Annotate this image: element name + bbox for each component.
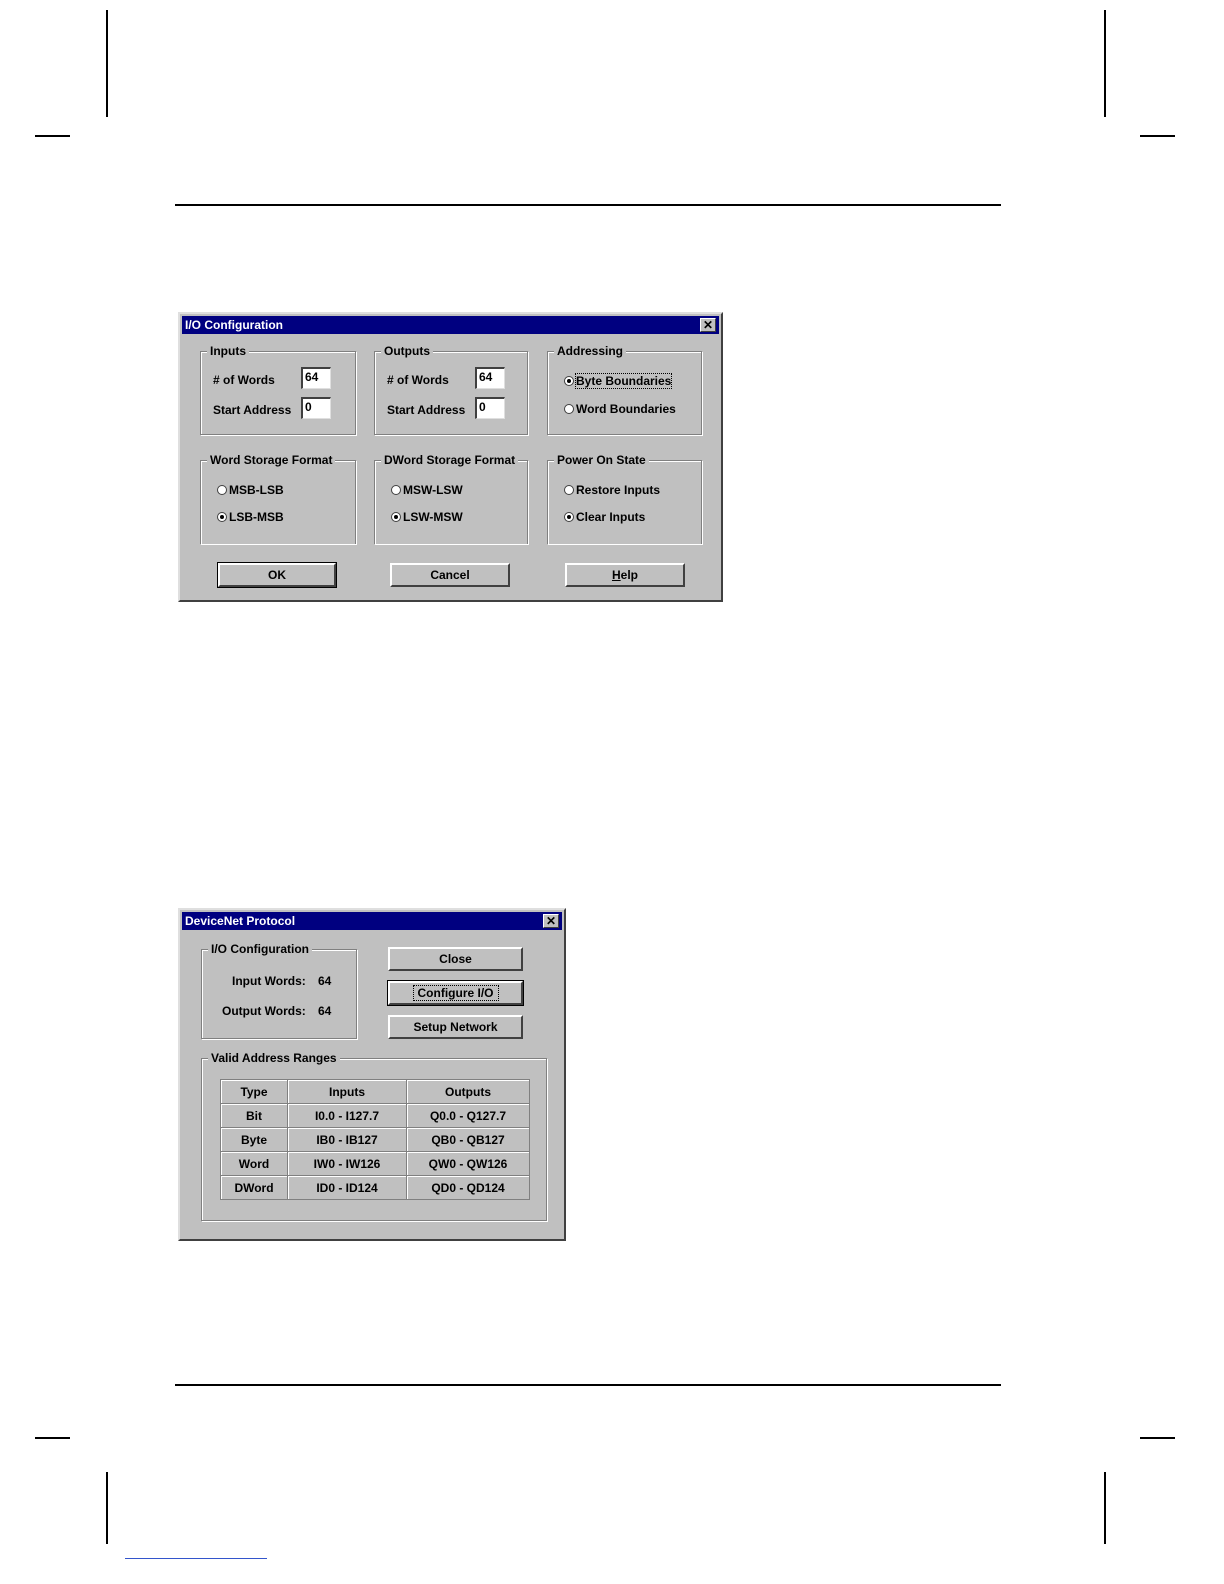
- clear-inputs-label: Clear Inputs: [576, 510, 646, 524]
- row-inputs: IW0 - IW126: [288, 1152, 407, 1176]
- word-boundaries-radio[interactable]: [564, 402, 676, 416]
- msb-lsb-radio[interactable]: [217, 483, 284, 497]
- crop-mark-bottom-right-horizontal: [1140, 1437, 1175, 1439]
- radio-unselected-icon: [391, 485, 401, 495]
- output-words-value: 64: [318, 1004, 332, 1018]
- row-type: DWord: [221, 1176, 288, 1200]
- row-inputs: IB0 - IB127: [288, 1128, 407, 1152]
- restore-inputs-radio[interactable]: [564, 483, 660, 497]
- ok-button[interactable]: OK: [218, 563, 336, 587]
- footer-rule: [175, 1384, 1001, 1386]
- radio-selected-icon: [564, 376, 574, 386]
- restore-inputs-label: Restore Inputs: [576, 483, 661, 497]
- radio-selected-icon: [564, 512, 574, 522]
- outputs-num-words-field[interactable]: 64: [475, 367, 505, 389]
- dialog-title-bar[interactable]: [182, 912, 562, 930]
- byte-boundaries-label: Byte Boundaries: [576, 374, 672, 388]
- msw-lsw-radio[interactable]: [391, 483, 463, 497]
- table-row: [221, 1104, 530, 1128]
- inputs-group-label: Inputs: [207, 344, 249, 358]
- help-button[interactable]: [565, 563, 685, 587]
- dword-storage-format-label: DWord Storage Format: [381, 453, 518, 467]
- help-accelerator: H: [611, 568, 621, 582]
- close-icon[interactable]: ✕: [700, 318, 716, 332]
- inputs-num-words-field[interactable]: 64: [301, 367, 331, 389]
- crop-mark-bottom-left-vertical: [106, 1472, 108, 1544]
- help-label-rest: elp: [620, 568, 638, 582]
- byte-boundaries-radio[interactable]: [564, 374, 671, 388]
- table-header-row: [221, 1080, 530, 1104]
- row-inputs: I0.0 - I127.7: [288, 1104, 407, 1128]
- row-inputs: ID0 - ID124: [288, 1176, 407, 1200]
- outputs-group-label: Outputs: [381, 344, 433, 358]
- radio-unselected-icon: [564, 404, 574, 414]
- close-button[interactable]: Close: [388, 947, 523, 971]
- configure-io-label: Configure I/O: [414, 986, 498, 1000]
- lsw-msw-label: LSW-MSW: [403, 510, 463, 524]
- bottom-link-underline: [125, 1558, 267, 1559]
- inputs-start-address-label: Start Address: [213, 403, 292, 417]
- outputs-start-address-label: Start Address: [387, 403, 466, 417]
- word-storage-format-group: [200, 453, 356, 544]
- io-configuration-dialog: [178, 312, 723, 602]
- crop-mark-top-left-horizontal: [35, 135, 70, 137]
- row-outputs: QW0 - QW126: [407, 1152, 530, 1176]
- crop-mark-top-left-vertical: [106, 10, 108, 117]
- lsw-msw-radio[interactable]: [391, 510, 463, 524]
- valid-address-ranges-label: Valid Address Ranges: [208, 1051, 340, 1065]
- clear-inputs-radio[interactable]: [564, 510, 645, 524]
- table-row: [221, 1152, 530, 1176]
- dialog-title: I/O Configuration: [185, 318, 283, 332]
- inputs-group: [200, 344, 356, 435]
- crop-mark-bottom-right-vertical: [1104, 1472, 1106, 1544]
- outputs-start-address-field[interactable]: 0: [475, 397, 505, 419]
- radio-unselected-icon: [217, 485, 227, 495]
- lsb-msb-radio[interactable]: [217, 510, 284, 524]
- close-icon[interactable]: ✕: [543, 914, 559, 928]
- addressing-group-label: Addressing: [554, 344, 626, 358]
- outputs-num-words-label: # of Words: [387, 373, 449, 387]
- power-on-state-label: Power On State: [554, 453, 649, 467]
- msw-lsw-label: MSW-LSW: [403, 483, 463, 497]
- dialog-title: DeviceNet Protocol: [185, 914, 296, 928]
- header-rule: [175, 204, 1001, 206]
- configure-io-button[interactable]: [388, 981, 523, 1005]
- io-configuration-group: [201, 942, 357, 1039]
- address-ranges-table: [220, 1079, 530, 1200]
- dialog-title-bar[interactable]: [182, 316, 719, 334]
- setup-network-button[interactable]: Setup Network: [388, 1015, 523, 1039]
- row-type: Byte: [221, 1128, 288, 1152]
- row-outputs: Q0.0 - Q127.7: [407, 1104, 530, 1128]
- crop-mark-top-right-vertical: [1104, 10, 1106, 117]
- table-row: [221, 1128, 530, 1152]
- inputs-num-words-label: # of Words: [213, 373, 275, 387]
- header-outputs: Outputs: [407, 1080, 530, 1104]
- header-inputs: Inputs: [288, 1080, 407, 1104]
- output-words-label: Output Words:: [222, 1004, 306, 1018]
- row-outputs: QD0 - QD124: [407, 1176, 530, 1200]
- cancel-button[interactable]: Cancel: [390, 563, 510, 587]
- radio-selected-icon: [217, 512, 227, 522]
- radio-unselected-icon: [564, 485, 574, 495]
- power-on-state-group: [547, 453, 702, 544]
- row-type: Word: [221, 1152, 288, 1176]
- lsb-msb-label: LSB-MSB: [229, 510, 284, 524]
- input-words-value: 64: [318, 974, 332, 988]
- crop-mark-bottom-left-horizontal: [35, 1437, 70, 1439]
- inputs-start-address-field[interactable]: 0: [301, 397, 331, 419]
- word-boundaries-label: Word Boundaries: [576, 402, 676, 416]
- addressing-group: [547, 344, 702, 435]
- word-storage-format-label: Word Storage Format: [207, 453, 335, 467]
- crop-mark-top-right-horizontal: [1140, 135, 1175, 137]
- radio-selected-icon: [391, 512, 401, 522]
- row-type: Bit: [221, 1104, 288, 1128]
- dword-storage-format-group: [374, 453, 528, 544]
- header-type: Type: [221, 1080, 288, 1104]
- outputs-group: [374, 344, 528, 435]
- devicenet-protocol-dialog: [178, 908, 566, 1241]
- row-outputs: QB0 - QB127: [407, 1128, 530, 1152]
- msb-lsb-label: MSB-LSB: [229, 483, 284, 497]
- valid-address-ranges-group: [201, 1051, 547, 1221]
- table-row: [221, 1176, 530, 1200]
- io-configuration-group-label: I/O Configuration: [208, 942, 312, 956]
- input-words-label: Input Words:: [232, 974, 306, 988]
